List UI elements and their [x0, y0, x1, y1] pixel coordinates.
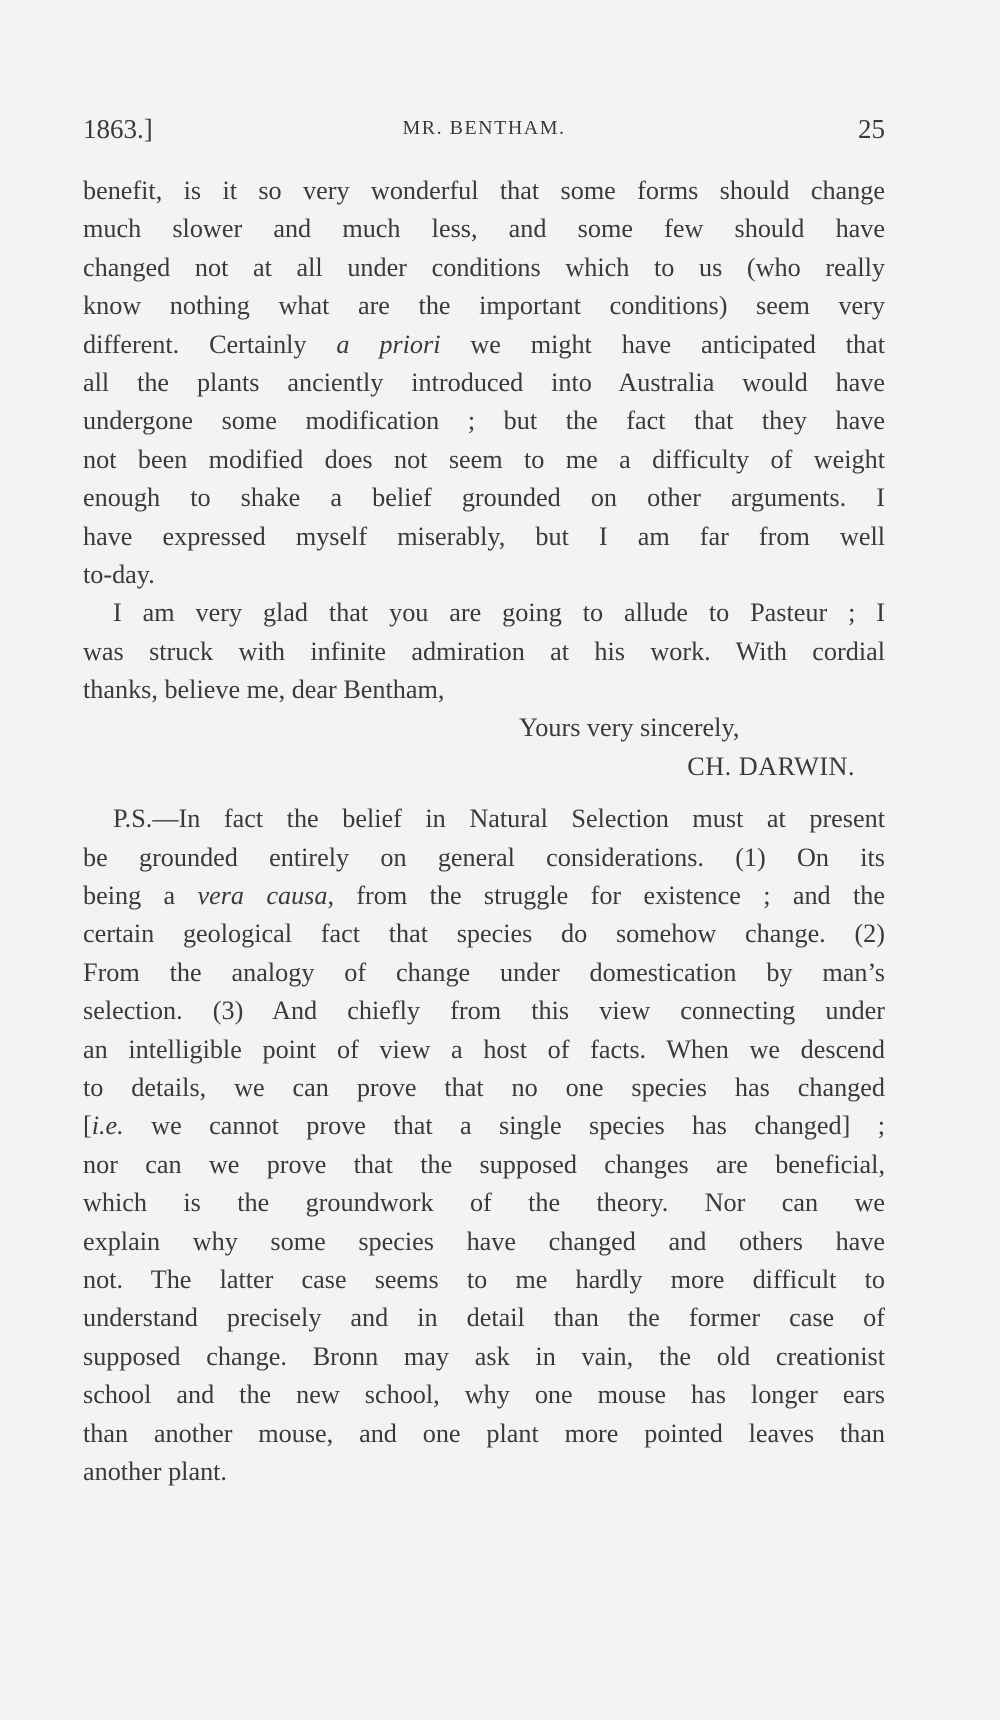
text-line: was struck with infinite admiration at his work. With cordial [83, 636, 885, 666]
text-line: be grounded entirely on general considerations. (1) On its [83, 842, 885, 872]
text-line: changed not at all under conditions which to us (who really [83, 252, 885, 282]
text-line: know nothing what are the important conditions) seem very [83, 291, 885, 321]
text-line: undergone some modification ; but the fact that they have [83, 406, 885, 436]
paragraph-1 [83, 172, 885, 594]
text-line: understand precisely and in detail than the former case of [83, 1303, 885, 1333]
text-segment: we cannot prove that a single species has changed] ; [151, 1111, 886, 1141]
italic-phrase: a priori [336, 329, 441, 359]
running-head [83, 114, 885, 148]
text-line: supposed change. Bronn may ask in vain, the old creationist [83, 1341, 885, 1371]
text-line: not been modified does not seem to me a difficulty of weight [83, 444, 885, 474]
text-line: to-day. [83, 559, 155, 589]
italic-phrase: i.e. [91, 1111, 124, 1141]
text-line: selection. (3) And chiefly from this view connecting under [83, 996, 885, 1026]
header-year: 1863.] [83, 114, 153, 144]
text-line: enough to shake a belief grounded on other arguments. I [83, 483, 885, 513]
text-segment: , from the struggle for existence ; and the [327, 881, 885, 911]
text-segment: different. Certainly [83, 329, 307, 359]
text-line: which is the groundwork of the theory. Nor can we [83, 1188, 885, 1218]
valediction: Yours very sincerely, [519, 713, 740, 743]
closing [83, 709, 885, 786]
text-line: thanks, believe me, dear Bentham, [83, 675, 445, 705]
text-line: From the analogy of change under domestication by man’s [83, 957, 885, 987]
postscript [83, 800, 885, 1491]
text-line [83, 1107, 885, 1145]
text-line: certain geological fact that species do somehow change. (2) [83, 919, 885, 949]
text-line: to details, we can prove that no one species has changed [83, 1072, 885, 1102]
paragraph-2 [83, 594, 885, 709]
text-line: an intelligible point of view a host of facts. When we descend [83, 1034, 885, 1064]
italic-phrase: vera causa [197, 881, 328, 911]
section-gap [83, 786, 885, 800]
letter-body [83, 172, 885, 1491]
text-line: another plant. [83, 1456, 227, 1486]
text-line: nor can we prove that the supposed changes are beneficial, [83, 1149, 885, 1179]
signature: CH. DARWIN. [687, 751, 855, 781]
text-line: have expressed myself miserably, but I am far from well [83, 521, 885, 551]
text-line: much slower and much less, and some few should have [83, 214, 885, 244]
text-line: all the plants anciently introduced into Australia would have [83, 367, 885, 397]
page-number: 25 [858, 114, 885, 144]
text-line: than another mouse, and one plant more pointed leaves than [83, 1418, 885, 1448]
text-line: benefit, is it so very wonderful that some forms should change [83, 176, 885, 205]
text-segment: [ [83, 1111, 92, 1141]
text-line: P.S.—In fact the belief in Natural Selection must at present [113, 804, 885, 834]
text-line: school and the new school, why one mouse has longer ears [83, 1380, 885, 1410]
text-line: explain why some species have changed and others have [83, 1226, 885, 1256]
text-line [83, 877, 885, 915]
header-title: MR. BENTHAM. [402, 117, 566, 139]
text-line [83, 326, 885, 364]
text-line: I am very glad that you are going to allude to Pasteur ; I [113, 598, 885, 628]
text-segment: we might have anticipated that [470, 329, 885, 359]
text-line: not. The latter case seems to me hardly more difficult to [83, 1264, 885, 1294]
text-segment: being a [83, 881, 176, 911]
